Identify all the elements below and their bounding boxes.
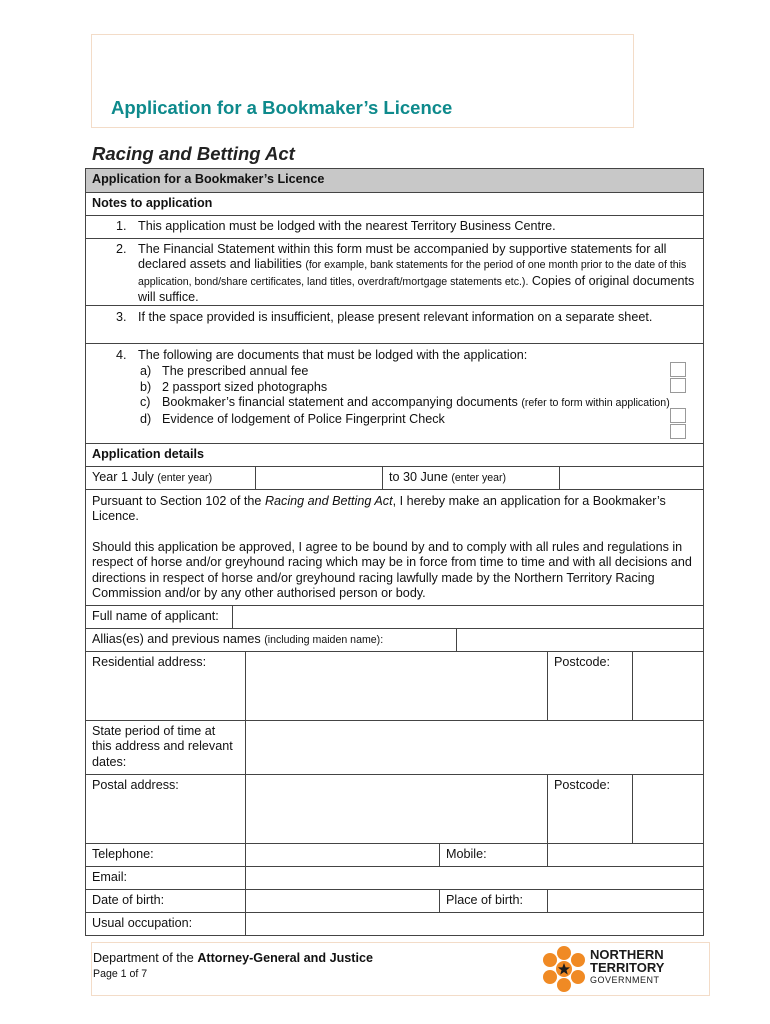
item-letter: b) (140, 379, 152, 394)
note-1 (86, 216, 704, 239)
note-number: 4. (116, 348, 127, 362)
occupation-label: Usual occupation: (92, 916, 193, 930)
logo-text: NORTHERN TERRITORY GOVERNMENT (590, 947, 665, 985)
section-title-row (86, 169, 704, 193)
item-text: Bookmaker’s financial statement and accompanying documents (162, 395, 522, 410)
document-item-b (86, 380, 703, 395)
document-item-c (86, 395, 703, 411)
note-text: The following are documents that must be lodged with the application: (138, 348, 528, 362)
document-item-d (86, 412, 703, 427)
fee-checkbox[interactable] (670, 362, 686, 377)
pob-input[interactable] (547, 890, 703, 912)
full-name-row (86, 606, 704, 629)
document-header-box (91, 34, 634, 128)
postal-row (86, 775, 704, 844)
declaration-paragraph-1: Pursuant to Section 102 of the Racing and Betting Act, I hereby make an application for a Bookmaker’s Licence. (92, 494, 666, 524)
year-row (86, 467, 704, 490)
flower-icon (540, 945, 588, 993)
notes-heading: Notes to application (92, 196, 213, 210)
note-text: If the space provided is insufficient, please present relevant information on a separate sheet. (138, 310, 653, 324)
postal-postcode-input[interactable] (632, 775, 703, 843)
residential-label: Residential address: (92, 655, 207, 669)
dob-label: Date of birth: (92, 893, 165, 907)
details-heading: Application details (92, 447, 204, 461)
details-heading-row (86, 444, 704, 467)
postal-label: Postal address: (92, 778, 179, 792)
email-row (86, 867, 704, 890)
full-name-label: Full name of applicant: (92, 609, 219, 623)
photographs-checkbox[interactable] (670, 378, 686, 393)
note-text: The Financial Statement within this form must be accompanied by supportive statements for all declared assets and liabilities (138, 242, 667, 272)
alias-row (86, 629, 704, 652)
year-to-label: to 30 June (enter year) (382, 467, 559, 489)
alias-input[interactable] (456, 629, 703, 651)
footer-department: Department of the Attorney-General and Justice (93, 951, 373, 965)
document-item-a (86, 364, 703, 379)
telephone-row (86, 844, 704, 867)
item-text: Evidence of lodgement of Police Fingerprint Check (162, 411, 445, 426)
fingerprint-check-checkbox[interactable] (670, 424, 686, 439)
period-input[interactable] (245, 721, 703, 774)
note-4 (86, 344, 704, 444)
item-letter: d) (140, 411, 152, 426)
footer-page-number: Page 1 of 7 (93, 968, 148, 980)
note-3 (86, 306, 704, 344)
year-from-input[interactable] (255, 467, 382, 489)
postcode-label-2: Postcode: (547, 775, 632, 843)
residential-address-input[interactable] (245, 652, 547, 720)
item-letter: a) (140, 364, 152, 379)
act-title: Racing and Betting Act (92, 143, 295, 164)
residential-postcode-input[interactable] (632, 652, 703, 720)
item-text: The prescribed annual fee (162, 364, 309, 379)
section-title: Application for a Bookmaker’s Licence (92, 172, 325, 186)
telephone-input[interactable] (245, 844, 439, 866)
note-text: This application must be lodged with the nearest Territory Business Centre. (138, 219, 556, 233)
email-label: Email: (92, 870, 127, 884)
full-name-input[interactable] (232, 606, 703, 628)
occupation-row (86, 913, 704, 936)
year-from-label: Year 1 July (enter year) (92, 470, 213, 484)
email-input[interactable] (245, 867, 703, 889)
note-number: 1. (116, 219, 127, 233)
item-text: 2 passport sized photographs (162, 379, 328, 394)
notes-heading-row (86, 193, 704, 216)
alias-label: Allias(es) and previous names (including maiden name): (92, 632, 384, 646)
note-2 (86, 239, 704, 306)
mobile-input[interactable] (547, 844, 703, 866)
pob-label: Place of birth: (439, 890, 547, 912)
document-title: Application for a Bookmaker’s Licence (111, 97, 453, 118)
note-number: 2. (116, 242, 127, 256)
postcode-label: Postcode: (547, 652, 632, 720)
dob-input[interactable] (245, 890, 439, 912)
postal-address-input[interactable] (245, 775, 547, 843)
application-form (85, 168, 704, 936)
declaration-paragraph-2: Should this application be approved, I agree to be bound by and to comply with all rules and regulations in respect of horse and/or greyhound racing which may be in force from time to time and with all decisions and directions in respect of horse and/or greyhound racing lawfully made by the Northern Territory Racing Commission and/or by any other authorised person or body. (92, 539, 692, 601)
telephone-label: Telephone: (92, 847, 154, 861)
note-text-end: Copies of original documents will suffice. (138, 273, 695, 305)
item-letter: c) (140, 395, 151, 410)
note-text-small: (for example, bank statements for the period of one month prior to the date of this application, bond/share certificates, land titles, overdraft/mortgage statements etc.). (138, 259, 687, 288)
residential-row (86, 652, 704, 721)
declaration-row (86, 490, 704, 606)
period-label: State period of time at this address and relevant dates: (92, 724, 233, 769)
mobile-label: Mobile: (439, 844, 547, 866)
note-number: 3. (116, 310, 127, 324)
item-text-small: (refer to form within application) (521, 397, 670, 410)
period-row (86, 721, 704, 775)
birth-row (86, 890, 704, 913)
nt-government-logo (540, 943, 680, 995)
year-to-input[interactable] (559, 467, 703, 489)
financial-statement-checkbox[interactable] (670, 408, 686, 423)
occupation-input[interactable] (245, 913, 703, 935)
page-footer (91, 942, 710, 996)
